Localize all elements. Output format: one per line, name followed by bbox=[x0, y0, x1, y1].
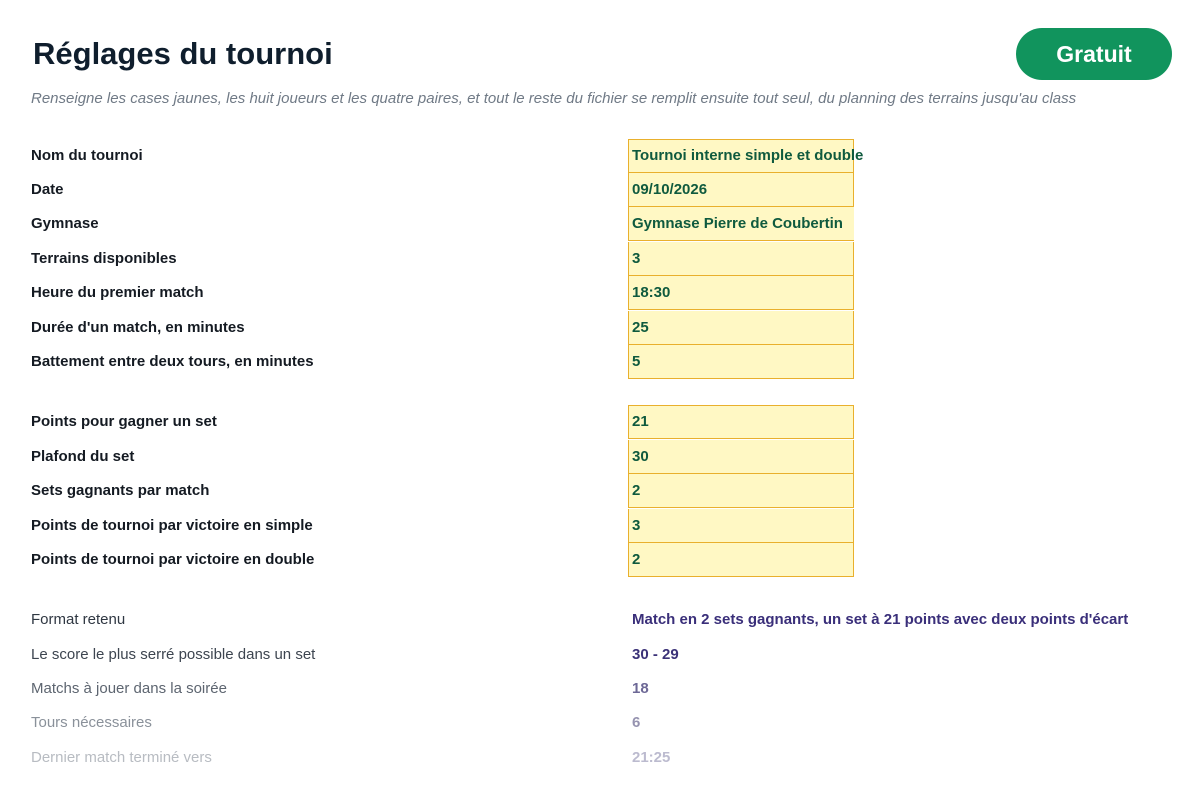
set-cap-value[interactable]: 30 bbox=[632, 448, 649, 465]
setting-label: Points de tournoi par victoire en simple bbox=[31, 517, 313, 534]
result-label: Le score le plus serré possible dans un set bbox=[31, 646, 316, 663]
last-match-value: 21:25 bbox=[632, 749, 671, 766]
setting-row-doubles-points bbox=[0, 543, 1200, 577]
setting-label: Nom du tournoi bbox=[31, 147, 143, 164]
setting-label: Durée d'un match, en minutes bbox=[31, 319, 245, 336]
doubles-points-value[interactable]: 2 bbox=[632, 551, 641, 568]
instructions-subtitle: Renseigne les cases jaunes, les huit joueurs et les quatre paires, et tout le reste du fichier se remplit ensuite tout seul, du planning des terrains jusqu'au class bbox=[31, 90, 1077, 107]
first-match-time-value[interactable]: 18:30 bbox=[632, 284, 671, 301]
setting-label: Sets gagnants par match bbox=[31, 482, 210, 499]
courts-value[interactable]: 3 bbox=[632, 250, 641, 267]
setting-row-tournament-name bbox=[0, 139, 1200, 173]
result-row-closest-score bbox=[0, 638, 1200, 672]
rounds-value: 6 bbox=[632, 714, 641, 731]
courts-input[interactable] bbox=[628, 242, 854, 276]
setting-label: Points de tournoi par victoire en double bbox=[31, 551, 315, 568]
gym-value[interactable]: Gymnase Pierre de Coubertin bbox=[632, 215, 843, 232]
result-row-rounds bbox=[0, 706, 1200, 740]
setting-label: Heure du premier match bbox=[31, 284, 204, 301]
set-cap-input[interactable] bbox=[628, 440, 854, 474]
points-per-set-input[interactable] bbox=[628, 405, 854, 439]
setting-label: Points pour gagner un set bbox=[31, 413, 217, 430]
setting-label: Gymnase bbox=[31, 215, 99, 232]
free-badge[interactable]: Gratuit bbox=[1016, 28, 1172, 80]
winning-sets-input[interactable] bbox=[628, 474, 854, 508]
setting-row-set-cap bbox=[0, 440, 1200, 474]
result-label: Matchs à jouer dans la soirée bbox=[31, 680, 227, 697]
setting-row-gym bbox=[0, 207, 1200, 241]
matches-value: 18 bbox=[632, 680, 649, 697]
setting-label: Terrains disponibles bbox=[31, 250, 177, 267]
break-time-input[interactable] bbox=[628, 345, 854, 379]
singles-points-value[interactable]: 3 bbox=[632, 517, 641, 534]
break-time-value[interactable]: 5 bbox=[632, 353, 641, 370]
tournament-name-value[interactable]: Tournoi interne simple et double bbox=[632, 147, 864, 164]
setting-row-courts bbox=[0, 242, 1200, 276]
format-value: Match en 2 sets gagnants, un set à 21 points avec deux points d'écart bbox=[632, 611, 1129, 628]
singles-points-input[interactable] bbox=[628, 509, 854, 543]
setting-row-date bbox=[0, 173, 1200, 207]
doubles-points-input[interactable] bbox=[628, 543, 854, 577]
closest-score-value: 30 - 29 bbox=[632, 646, 679, 663]
result-row-last-match bbox=[0, 741, 1200, 775]
setting-label: Battement entre deux tours, en minutes bbox=[31, 353, 314, 370]
result-row-format bbox=[0, 603, 1200, 637]
setting-row-winning-sets bbox=[0, 474, 1200, 508]
result-row-matches bbox=[0, 672, 1200, 706]
match-duration-value[interactable]: 25 bbox=[632, 319, 649, 336]
setting-row-break-time bbox=[0, 345, 1200, 379]
setting-label: Plafond du set bbox=[31, 448, 135, 465]
date-value[interactable]: 09/10/2026 bbox=[632, 181, 708, 198]
points-per-set-value[interactable]: 21 bbox=[632, 413, 649, 430]
winning-sets-value[interactable]: 2 bbox=[632, 482, 641, 499]
setting-label: Date bbox=[31, 181, 64, 198]
match-duration-input[interactable] bbox=[628, 311, 854, 345]
result-label: Tours nécessaires bbox=[31, 714, 152, 731]
setting-row-first-match-time bbox=[0, 276, 1200, 310]
result-label: Dernier match terminé vers bbox=[31, 749, 212, 766]
page-title: Réglages du tournoi bbox=[33, 36, 333, 71]
setting-row-points-per-set bbox=[0, 405, 1200, 439]
setting-row-match-duration bbox=[0, 311, 1200, 345]
setting-row-singles-points bbox=[0, 509, 1200, 543]
result-label: Format retenu bbox=[31, 611, 126, 628]
